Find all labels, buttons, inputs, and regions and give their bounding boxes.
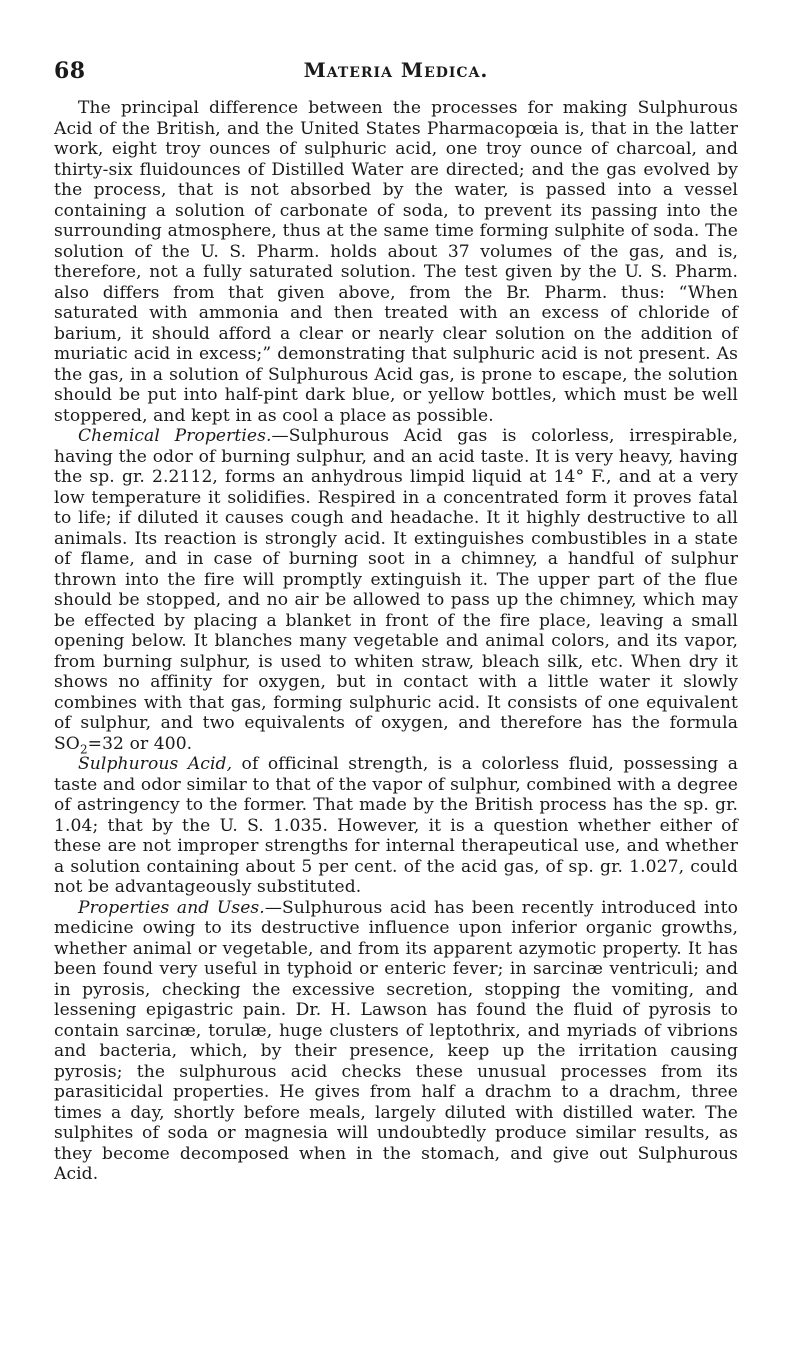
section-heading-sulphurous-acid: Sulphurous Acid, bbox=[78, 754, 233, 774]
page-header bbox=[54, 58, 738, 98]
properties-and-uses-text: —Sulphurous acid has been recently introduced into medicine owing to its destructive influence upon inferior organic growths, whether animal or vegetable, and from its apparent azymotic property. It has been found very useful in typhoid or enteric fever; in sarcinæ ventriculi; and in pyrosis, checking the excessive secretion, stopping the vomiting, and lessening epigastric pain. Dr. H. Lawson has found the fluid of pyrosis to contain sarcinæ, torulæ, huge clusters of leptothrix, and myriads of vibrions and bacteria, which, by their presence, keep up the irritation causing pyrosis; the sulphurous acid checks these unusual processes from its parasiticidal properties. He gives from half a drachm to a drachm, three times a day, shortly before meals, largely diluted with distilled water. The sulphites of soda or magnesia will undoubtedly produce similar results, as they become decomposed when in the stomach, and give out Sulphurous Acid. bbox=[54, 897, 738, 1184]
section-heading-properties-and-uses: Properties and Uses. bbox=[78, 897, 265, 918]
paragraph-properties-and-uses bbox=[54, 898, 738, 1185]
running-head: Materia Medica. bbox=[303, 58, 489, 82]
chemical-properties-text: —Sulphurous Acid gas is colorless, irrespirable, having the odor of burning sulphur, and an acid taste. It is very heavy, having the sp. gr. 2.2112, forms an anhydrous limpid liquid at 14° F., and at a very low temperature it solidifies. Respired in a concentrated form it proves fatal to life; if diluted it causes cough and headache. It it highly destructive to all animals. Its reaction is strongly acid. It extinguishes combustibles in a state of flame, and in case of burning soot in a chimney, a handful of sulphur thrown into the fire will promptly extinguish it. The upper part of the flue should be stopped, and no air be allowed to pass up the chimney, which may be effected by placing a blanket in front of the fire place, leaving a small opening below. It blanches many vegetable and animal colors, and its vapor, from burning sulphur, is used to whiten straw, bleach silk, etc. When dry it shows no affinity for oxygen, but in contact with a little water it slowly combines with that gas, forming sulphuric acid. It consists of one equivalent of sulphur, and two equivalents of oxygen, and therefore has the formula SO bbox=[54, 426, 738, 754]
page-number: 68 bbox=[54, 58, 86, 84]
section-heading-chemical-properties: Chemical Properties. bbox=[78, 426, 272, 446]
paragraph-chemical-properties bbox=[54, 426, 738, 754]
body-text bbox=[54, 98, 738, 1185]
formula-tail: =32 or 400. bbox=[87, 733, 193, 754]
formula-subscript: 2 bbox=[79, 741, 88, 756]
sulphurous-acid-text: of officinal strength, is a colorless fluid, possessing a taste and odor similar to that of the vapor of sulphur, combined with a degree of astringency to the former. That made by the British process has the sp. gr. 1.04; that by the U. S. 1.035. However, it is a question whether either of these are not improper strengths for internal therapeutical use, and whether a solution containing about 5 per cent. of the acid gas, of sp. gr. 1.027, could not be advantageously substituted. bbox=[54, 754, 738, 897]
paragraph-process-difference: The principal difference between the processes for making Sulphurous Acid of the British, and the United States Pharmacopœia is, that in the latter work, eight troy ounces of sulphuric acid, one troy ounce of charcoal, and thirty-six fluidounces of Distilled Water are directed; and the gas evolved by the process, that is not absorbed by the water, is passed into a vessel containing a solution of carbonate of soda, to prevent its passing into the surrounding atmosphere, thus at the same time forming sulphite of soda. The solution of the U. S. Pharm. holds about 37 volumes of the gas, and is, therefore, not a fully saturated solution. The test given by the U. S. Pharm. also differs from that given above, from the Br. Pharm. thus: “When saturated with ammonia and then treated with an excess of chloride of barium, it should afford a clear or nearly clear solution on the addition of muriatic acid in excess;” demonstrating that sulphuric acid is not present. As the gas, in a solution of Sulphurous Acid gas, is prone to escape, the solution should be put into half-pint dark blue, or yellow bottles, which must be well stoppered, and kept in as cool a place as possible. bbox=[54, 98, 738, 426]
paragraph-sulphurous-acid bbox=[54, 754, 738, 898]
